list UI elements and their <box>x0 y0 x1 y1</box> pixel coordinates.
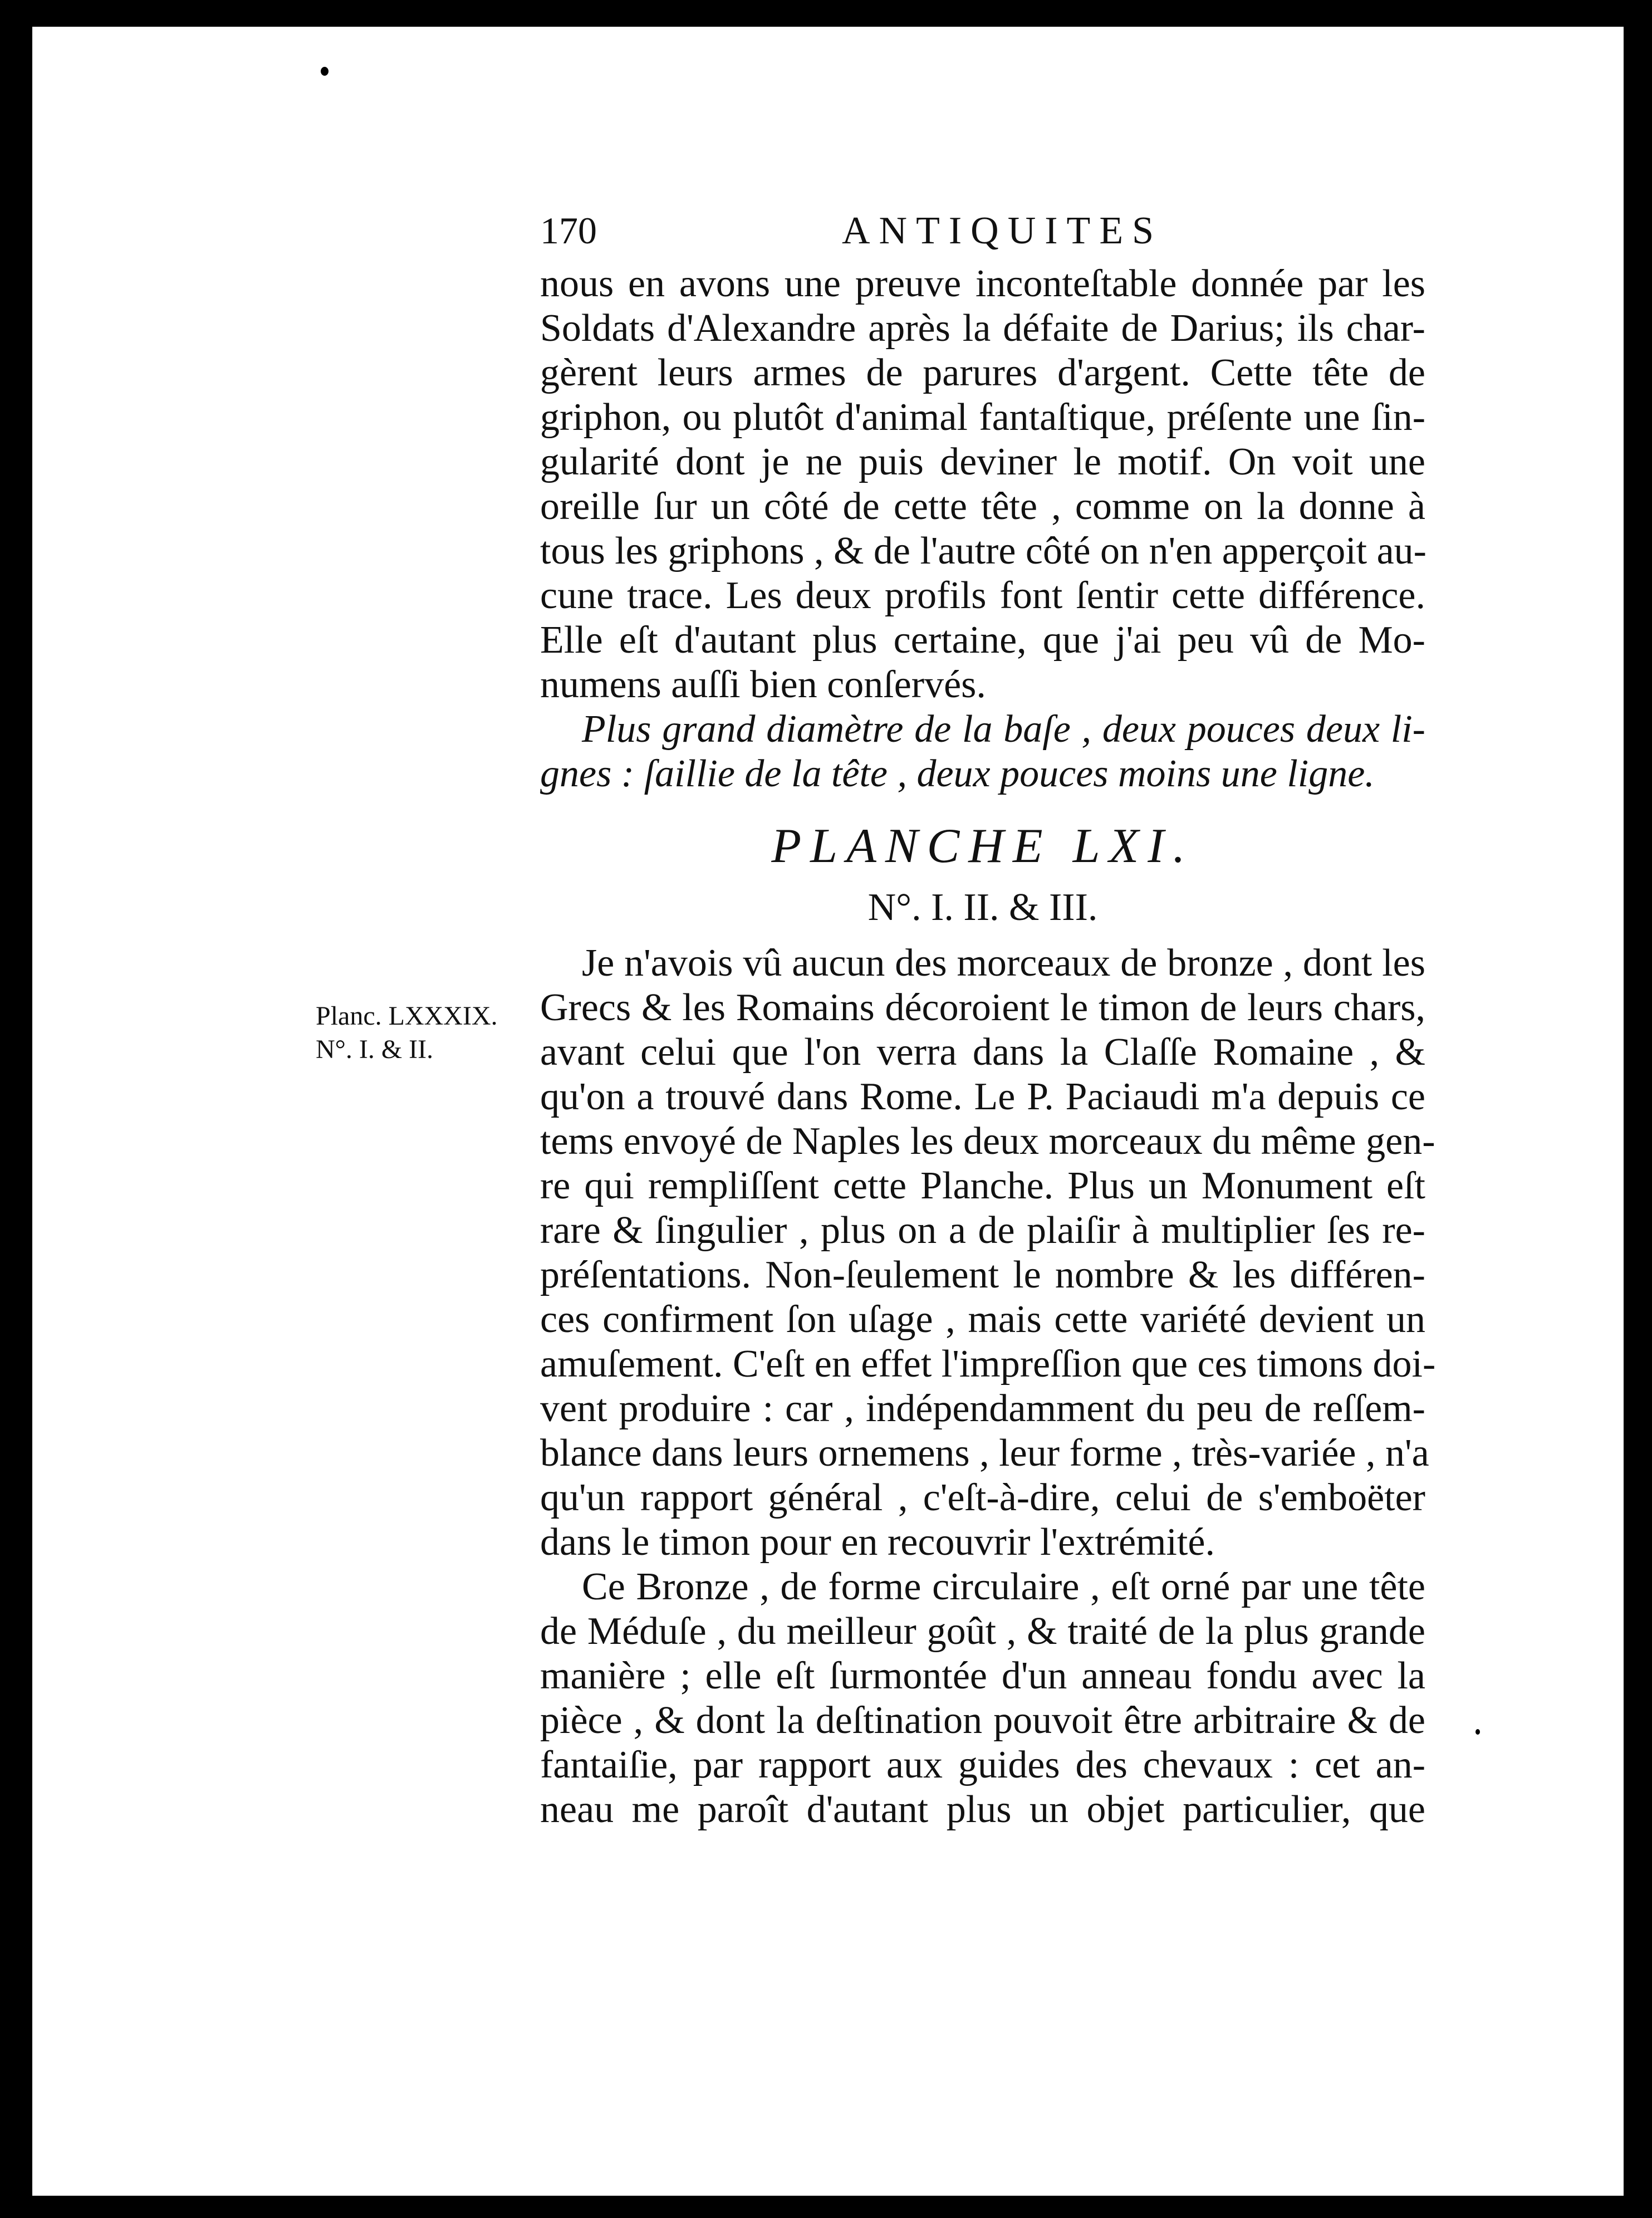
text-line: oreille ſur un côté de cette tête , comme on la donne à <box>540 485 1425 528</box>
text-line: Plus grand diamètre de la baſe , deux pouces deux li- <box>582 708 1425 751</box>
text-line: manière ; elle eſt ſurmontée d'un anneau fondu avec la <box>540 1654 1425 1697</box>
text-line: amuſement. C'eſt en effet l'impreſſion que ces timons doi- <box>540 1343 1436 1385</box>
text-line: neau me paroît d'autant plus un objet particulier, que <box>540 1788 1425 1831</box>
text-line: ces confirment ſon uſage , mais cette variété devient un <box>540 1298 1425 1341</box>
text-line: gèrent leurs armes de parures d'argent. Cette tête de <box>540 351 1425 394</box>
paragraph <box>540 1565 1425 1832</box>
text-line: re qui rempliſſent cette Planche. Plus un Monument eſt <box>540 1164 1425 1207</box>
margin-note-line: N°. I. & II. <box>316 1035 434 1064</box>
paragraph <box>540 262 1425 707</box>
text-line: préſentations. Non-ſeulement le nombre & les différen- <box>540 1254 1425 1296</box>
text-line: Elle eſt d'autant plus certaine, que j'ai peu vû de Mo- <box>540 619 1425 662</box>
measurements <box>540 707 1425 796</box>
paragraph <box>540 941 1436 1565</box>
text-line: numens auſſi bien conſervés. <box>540 663 986 706</box>
text-line: rare & ſingulier , plus on a de plaiſir à multiplier ſes re- <box>540 1209 1425 1252</box>
text-line: nous en avons une preuve inconteſtable donnée par les <box>540 262 1425 305</box>
text-line: gularité dont je ne puis deviner le motif. On voit une <box>540 440 1425 483</box>
running-title: ANTIQUITES <box>841 209 1163 252</box>
text-line: tems envoyé de Naples les deux morceaux du même gen- <box>540 1120 1435 1163</box>
running-head <box>540 209 1425 262</box>
margin-note <box>316 1000 527 1066</box>
text-line: dans le timon pour en recouvrir l'extrémité. <box>540 1521 1215 1564</box>
margin-note-line: Planc. LXXXIX. <box>316 1001 498 1031</box>
plate-title: PLANCHE LXI. <box>771 819 1194 873</box>
text-line: blance dans leurs ornemens , leur forme , très-variée , n'a <box>540 1432 1429 1475</box>
text-line: Je n'avois vû aucun des morceaux de bronze , dont les <box>582 942 1425 985</box>
page-number: 170 <box>540 209 597 252</box>
text-line: gnes : ſaillie de la tête , deux pouces moins une ligne. <box>540 752 1375 795</box>
text-line: de Méduſe , du meilleur goût , & traité de la plus grande <box>540 1610 1425 1653</box>
text-line: fantaiſie, par rapport aux guides des chevaux : cet an- <box>540 1744 1425 1786</box>
page-text <box>540 209 1436 1832</box>
ink-speck <box>321 67 329 76</box>
text-line: vent produire : car , indépendamment du peu de reſſem- <box>540 1387 1425 1430</box>
text-line: Soldats d'Alexandre après la défaite de Darius; ils char- <box>540 307 1425 350</box>
plate-subtitle: N°. I. II. & III. <box>867 886 1098 929</box>
text-line: Grecs & les Romains décoroient le timon de leurs chars, <box>540 986 1425 1029</box>
text-line: pièce , & dont la deſtination pouvoit être arbitraire & de <box>540 1699 1425 1742</box>
ink-speck <box>1475 1729 1480 1735</box>
text-line: Ce Bronze , de forme circulaire , eſt orné par une tête <box>582 1565 1425 1608</box>
text-line: cune trace. Les deux profils font ſentir cette différence. <box>540 574 1425 617</box>
text-line: qu'on a trouvé dans Rome. Le P. Paciaudi m'a depuis ce <box>540 1075 1425 1118</box>
text-line: avant celui que l'on verra dans la Claſſe Romaine , & <box>540 1031 1425 1074</box>
text-line: tous les griphons , & de l'autre côté on n'en apperçoit au- <box>540 530 1426 572</box>
text-line: griphon, ou plutôt d'animal fantaſtique, préſente une ſin- <box>540 396 1425 439</box>
text-line: qu'un rapport général , c'eſt-à-dire, celui de s'emboëter <box>540 1476 1425 1519</box>
